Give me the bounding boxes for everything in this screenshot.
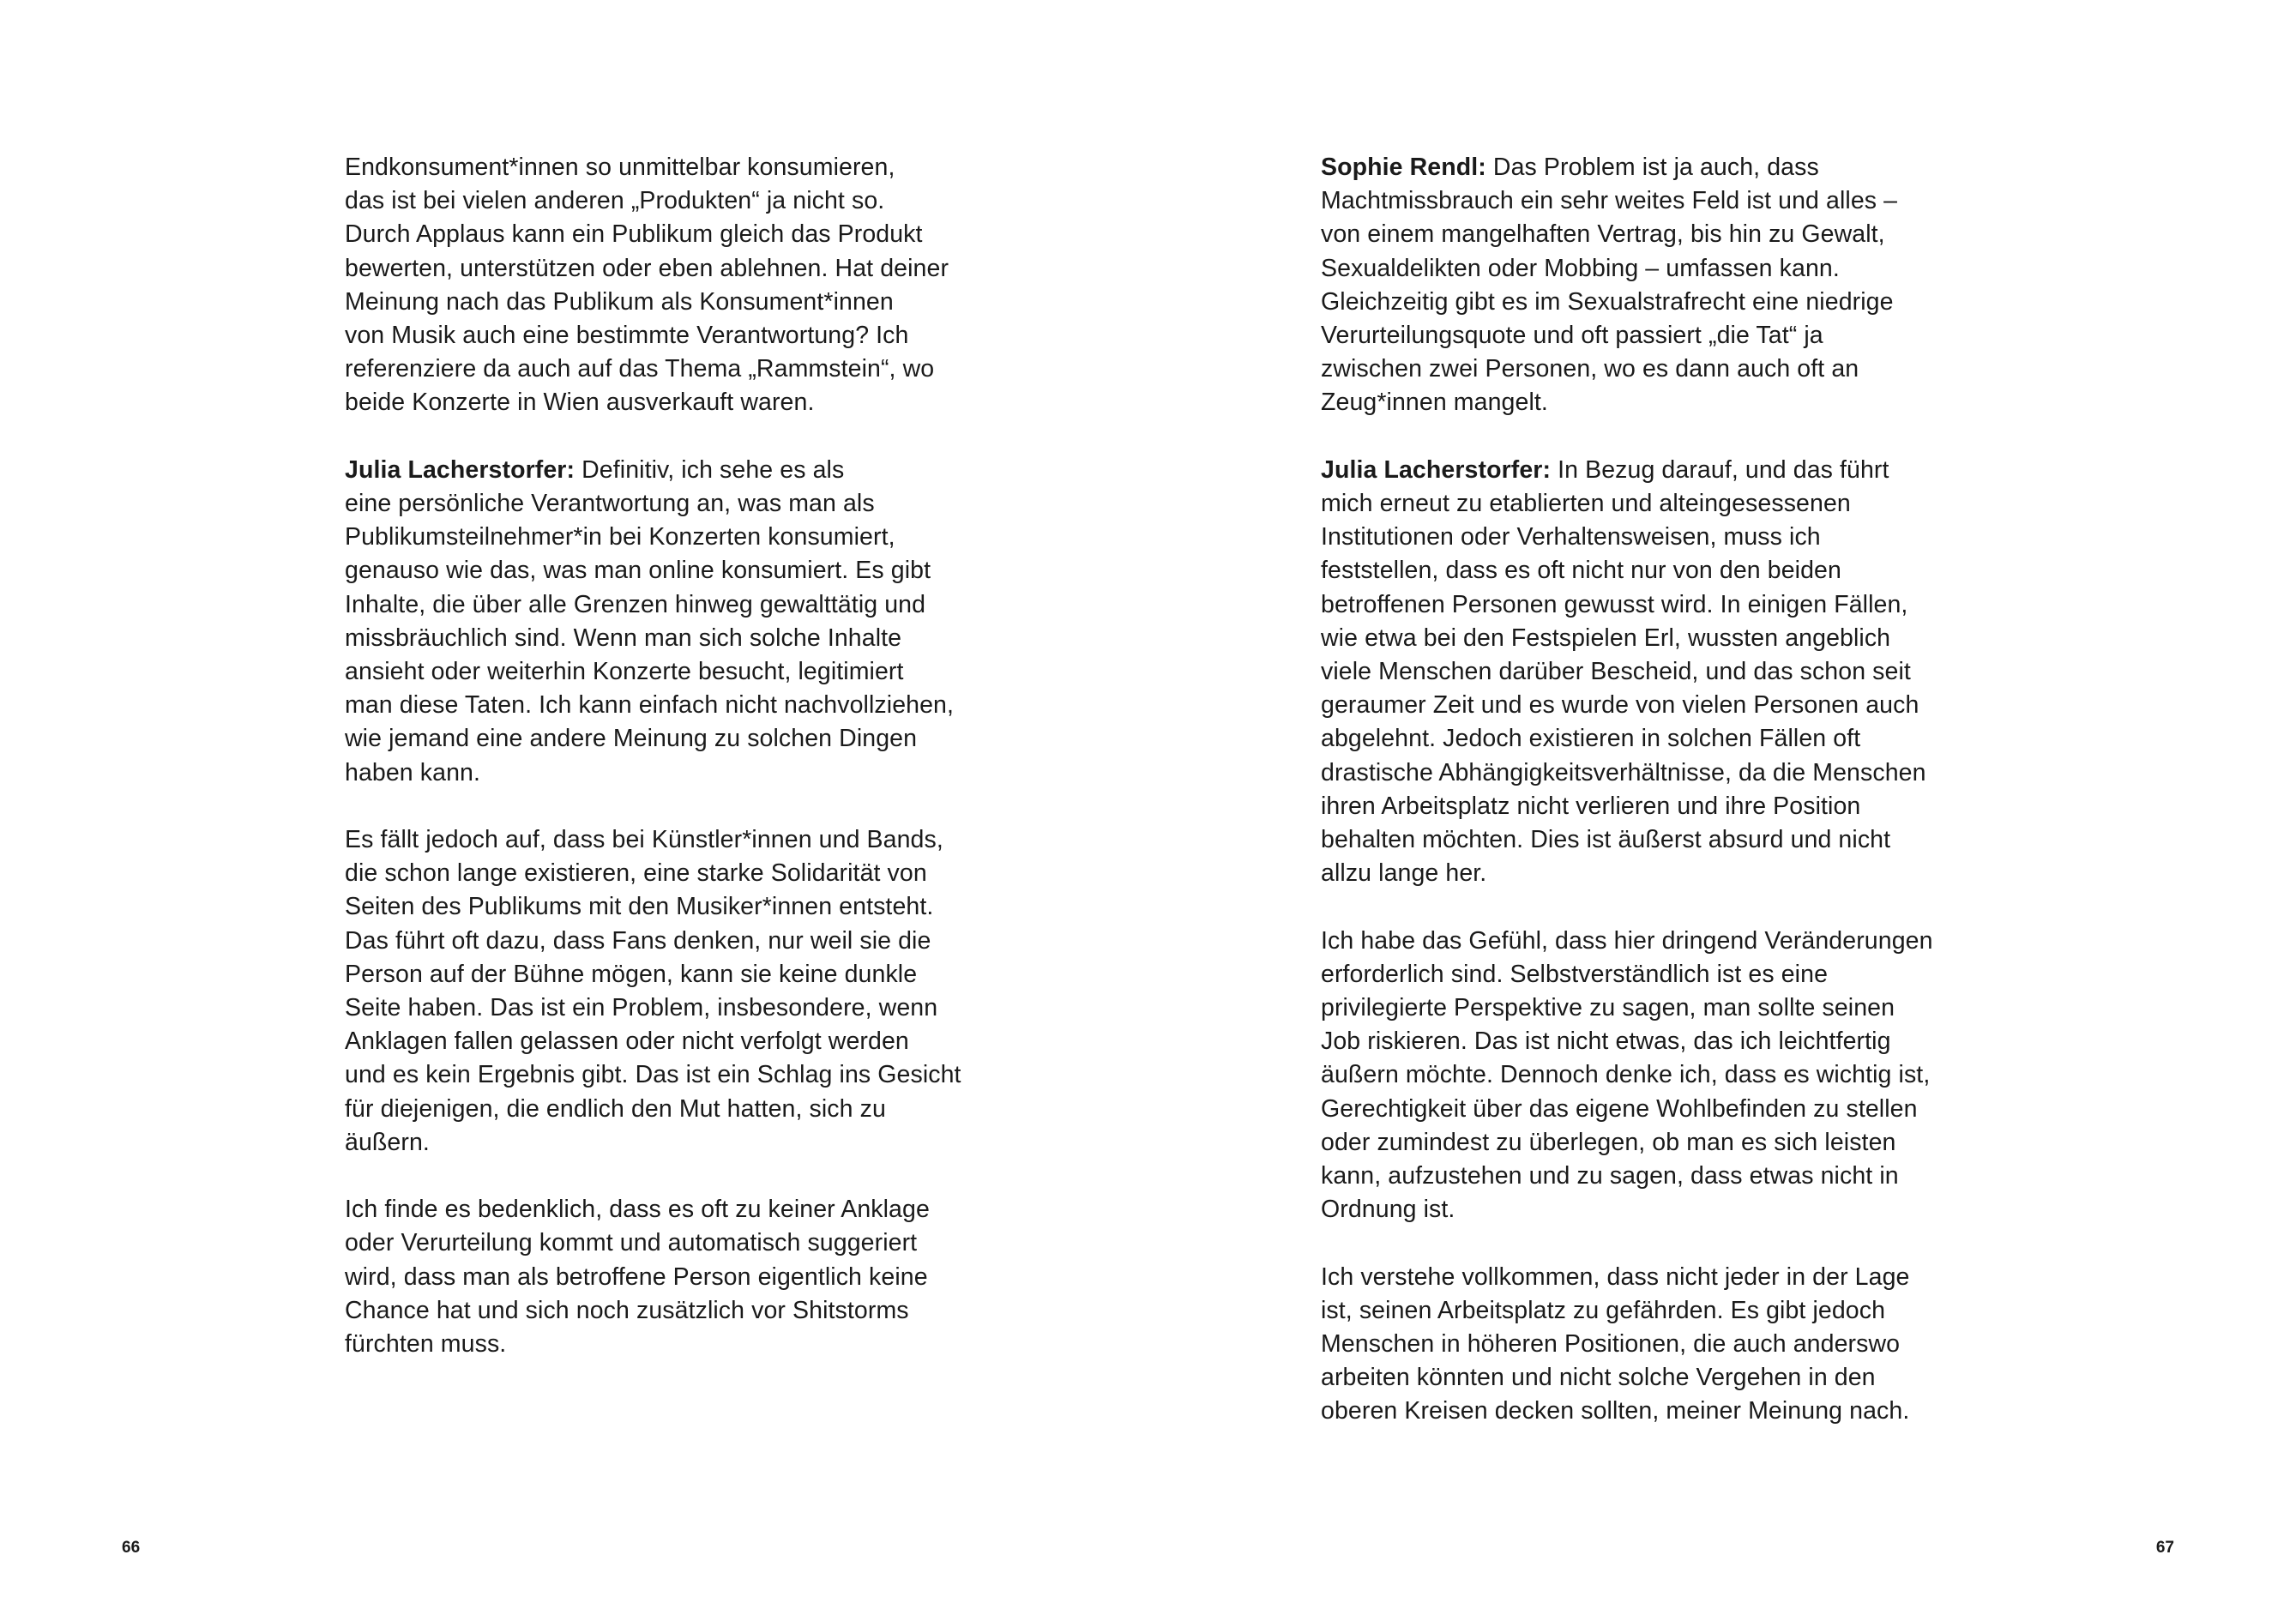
text-line: oberen Kreisen decken sollten, meiner Meinung nach.	[1321, 1397, 1910, 1425]
paragraph	[345, 454, 1005, 790]
paragraph	[345, 823, 1005, 1160]
text-line: haben kann.	[345, 758, 480, 786]
text-line: genauso wie das, was man online konsumiert. Es gibt	[345, 557, 931, 585]
text-line: Chance hat und sich noch zusätzlich vor Shitstorms	[345, 1296, 909, 1324]
text-line: Menschen in höheren Positionen, die auch anderswo	[1321, 1330, 1901, 1359]
paragraph	[1321, 1261, 1981, 1429]
text-line: eine persönliche Verantwortung an, was man als	[345, 490, 875, 518]
text-line: oder Verurteilung kommt und automatisch suggeriert	[345, 1229, 918, 1257]
text-line: betroffenen Personen gewusst wird. In einigen Fällen,	[1321, 590, 1908, 618]
text-line: man diese Taten. Ich kann einfach nicht nachvollziehen,	[345, 691, 955, 720]
text-line: Das führt oft dazu, dass Fans denken, nur weil sie die	[345, 926, 931, 955]
text-line: äußern.	[345, 1128, 430, 1156]
text-line: ist, seinen Arbeitsplatz zu gefährden. Es gibt jedoch	[1321, 1296, 1886, 1324]
text-line: bewerten, unterstützen oder eben ablehnen. Hat deiner	[345, 254, 949, 282]
text-line: ihren Arbeitsplatz nicht verlieren und ihre Position	[1321, 792, 1861, 820]
text-line: Es fällt jedoch auf, dass bei Künstler*innen und Bands,	[345, 826, 943, 854]
text-line: die schon lange existieren, eine starke Solidarität von	[345, 859, 927, 888]
text-line: allzu lange her.	[1321, 859, 1487, 888]
paragraph	[345, 1193, 1005, 1361]
text-line: von einem mangelhaften Vertrag, bis hin zu Gewalt,	[1321, 220, 1885, 249]
left-text-column	[345, 151, 1005, 1395]
page-number-left: 66	[122, 1539, 141, 1557]
text-line: viele Menschen darüber Bescheid, und das schon seit	[1321, 658, 1911, 686]
text-line: Anklagen fallen gelassen oder nicht verfolgt werden	[345, 1027, 909, 1056]
speaker-name: Julia Lacherstorfer:	[1321, 455, 1552, 484]
text-line: zwischen zwei Personen, wo es dann auch oft an	[1321, 355, 1859, 383]
speaker-name: Sophie Rendl:	[1321, 154, 1486, 181]
text-line-remainder: Definitiv, ich sehe es als	[575, 455, 845, 484]
text-line: missbräuchlich sind. Wenn man sich solche Inhalte	[345, 624, 902, 652]
text-line: Sexualdelikten oder Mobbing – umfassen kann.	[1321, 254, 1840, 282]
page-number-right: 67	[2155, 1539, 2174, 1557]
speaker-name: Julia Lacherstorfer:	[345, 455, 576, 484]
text-line-remainder: Das Problem ist ja auch, dass	[1485, 154, 1819, 181]
paragraph	[1321, 454, 1981, 891]
text-line: Meinung nach das Publikum als Konsument*innen	[345, 287, 894, 316]
text-line: mich erneut zu etablierten und alteingesessenen	[1321, 490, 1851, 518]
text-line: Gleichzeitig gibt es im Sexualstrafrecht eine niedrige	[1321, 287, 1894, 316]
text-line	[345, 454, 1005, 487]
text-line: Ich habe das Gefühl, dass hier dringend Veränderungen	[1321, 926, 1933, 955]
text-line: wird, dass man als betroffene Person eigentlich keine	[345, 1262, 928, 1291]
text-line: Endkonsument*innen so unmittelbar konsumieren,	[345, 154, 895, 181]
text-line	[1321, 454, 1981, 487]
text-line: Verurteilungsquote und oft passiert „die Tat“ ja	[1321, 322, 1823, 350]
text-line: drastische Abhängigkeitsverhältnisse, da die Menschen	[1321, 758, 1926, 786]
text-line: erforderlich sind. Selbstverständlich ist es eine	[1321, 960, 1829, 988]
text-line: Publikumsteilnehmer*in bei Konzerten konsumiert,	[345, 523, 895, 551]
text-line: geraumer Zeit und es wurde von vielen Personen auch	[1321, 691, 1919, 720]
right-page	[1148, 0, 2296, 1621]
text-line: abgelehnt. Jedoch existieren in solchen Fällen oft	[1321, 725, 1861, 753]
paragraph	[345, 151, 1005, 420]
text-line: privilegierte Perspektive zu sagen, man sollte seinen	[1321, 994, 1895, 1022]
text-line-remainder: In Bezug darauf, und das führt	[1551, 455, 1889, 484]
text-line: Ordnung ist.	[1321, 1196, 1455, 1224]
paragraph	[1321, 151, 1981, 420]
text-line: für diejenigen, die endlich den Mut hatten, sich zu	[345, 1094, 886, 1123]
text-line: kann, aufzustehen und zu sagen, dass etwas nicht in	[1321, 1162, 1899, 1190]
text-line: Durch Applaus kann ein Publikum gleich das Produkt	[345, 220, 923, 249]
text-line: feststellen, dass es oft nicht nur von den beiden	[1321, 557, 1841, 585]
text-line: Gerechtigkeit über das eigene Wohlbefinden zu stellen	[1321, 1094, 1918, 1123]
text-line: Seite haben. Das ist ein Problem, insbesondere, wenn	[345, 994, 938, 1022]
text-line: Ich finde es bedenklich, dass es oft zu keiner Anklage	[345, 1196, 930, 1224]
text-line	[1321, 151, 1981, 184]
text-line: von Musik auch eine bestimmte Verantwortung? Ich	[345, 322, 909, 350]
text-line: Job riskieren. Das ist nicht etwas, das ich leichtfertig	[1321, 1027, 1891, 1056]
text-line: und es kein Ergebnis gibt. Das ist ein Schlag ins Gesicht	[345, 1061, 961, 1089]
text-line: wie jemand eine andere Meinung zu solchen Dingen	[345, 725, 918, 753]
text-line: beide Konzerte in Wien ausverkauft waren.	[345, 389, 815, 417]
text-line: Machtmissbrauch ein sehr weites Feld ist und alles –	[1321, 187, 1898, 215]
text-line: äußern möchte. Dennoch denke ich, dass es wichtig ist,	[1321, 1061, 1931, 1089]
text-line: Zeug*innen mangelt.	[1321, 389, 1548, 417]
paragraph	[1321, 925, 1981, 1227]
right-text-column	[1321, 151, 1981, 1462]
text-line: ansieht oder weiterhin Konzerte besucht, legitimiert	[345, 658, 904, 686]
text-line: wie etwa bei den Festspielen Erl, wussten angeblich	[1321, 624, 1891, 652]
text-line: fürchten muss.	[345, 1330, 507, 1359]
text-line: referenziere da auch auf das Thema „Rammstein“, wo	[345, 355, 935, 383]
text-line: oder zumindest zu überlegen, ob man es sich leisten	[1321, 1128, 1896, 1156]
text-line: Person auf der Bühne mögen, kann sie keine dunkle	[345, 960, 918, 988]
text-line: Ich verstehe vollkommen, dass nicht jeder in der Lage	[1321, 1262, 1910, 1291]
text-line: Inhalte, die über alle Grenzen hinweg gewalttätig und	[345, 590, 926, 618]
text-line: behalten möchten. Dies ist äußerst absurd und nicht	[1321, 826, 1891, 854]
text-line: Institutionen oder Verhaltensweisen, muss ich	[1321, 523, 1821, 551]
text-line: arbeiten könnten und nicht solche Vergehen in den	[1321, 1364, 1876, 1392]
text-line: das ist bei vielen anderen „Produkten“ ja nicht so.	[345, 187, 885, 215]
text-line: Seiten des Publikums mit den Musiker*innen entsteht.	[345, 893, 934, 921]
